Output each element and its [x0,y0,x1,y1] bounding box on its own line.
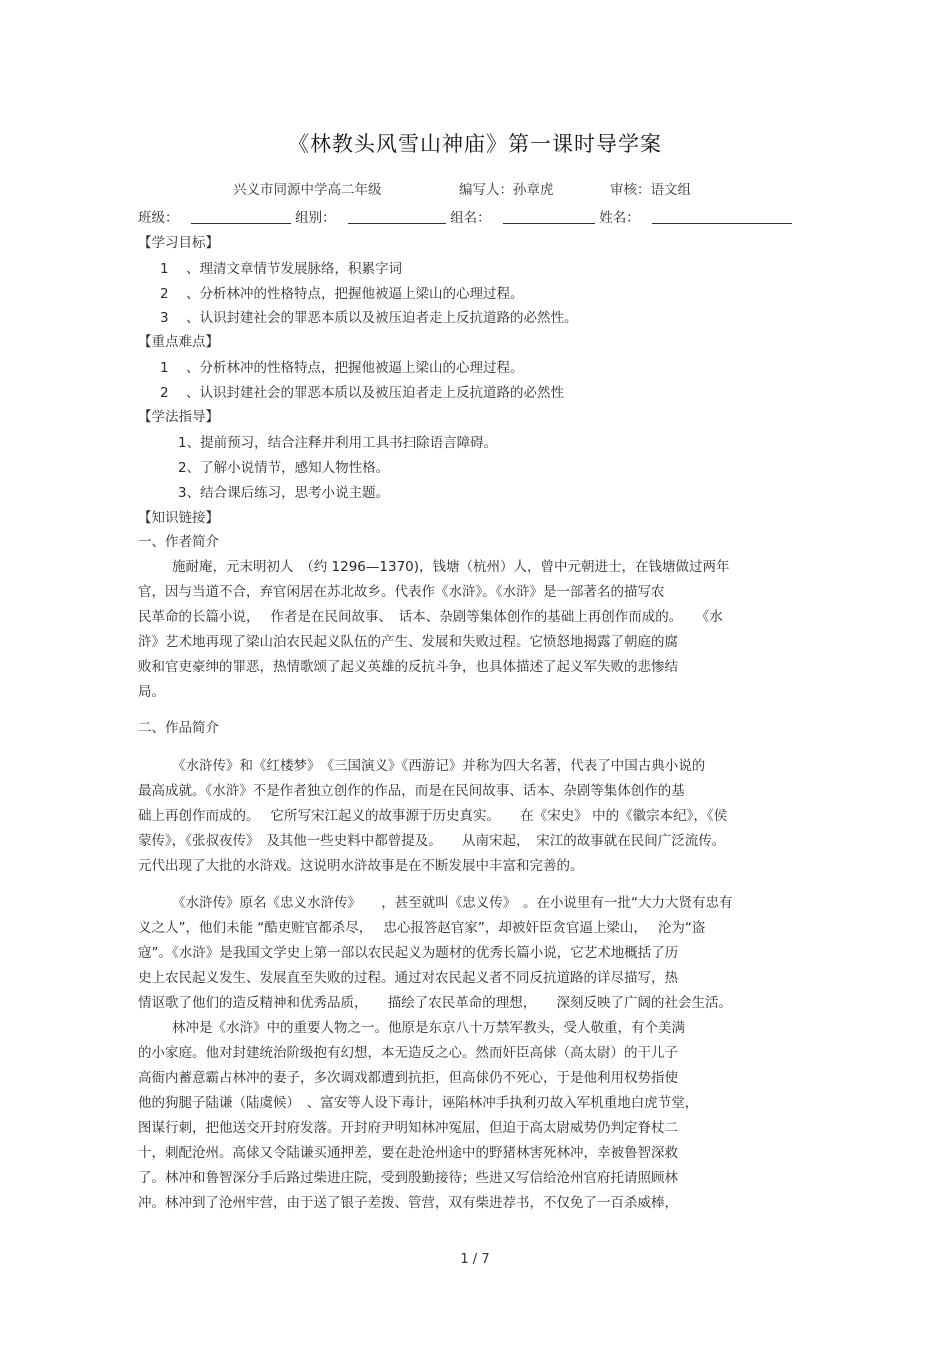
class-blank[interactable] [191,209,291,224]
goal-item: 1 、理清文章情节发展脉络，积累字词 [160,261,402,277]
method-item: 3、结合课后练习，思考小说主题。 [178,485,390,501]
paragraph-line: 败和官吏豪绅的罪恶，热情歌颂了起义英雄的反抗斗争，也具体描述了起义军失败的悲惨结 [138,659,678,675]
paragraph-line: 施耐庵，元末明初人 （约 1296—1370)，钱塘（杭州）人，曾中元朝进士，在钱塘做过两年 [172,559,730,575]
author-label: 编写人：孙章虎 [459,182,554,198]
author-intro-heading: 一、作者简介 [138,534,219,550]
team-blank[interactable] [503,209,595,224]
reviewer-label: 审核：语文组 [610,182,691,198]
paragraph-line: 情讴歌了他们的造反精神和优秀品质， 描绘了农民革命的理想， 深刻反映了广阔的社会生活。 [138,995,732,1011]
paragraph-line: 高衙内蓄意霸占林冲的妻子，多次调戏都遭到抗拒，但高俅仍不死心，于是他利用权势指使 [138,1070,678,1086]
goal-item: 2 、分析林冲的性格特点，把握他被逼上梁山的心理过程。 [160,286,524,302]
name-label: 姓名： [599,210,640,226]
group-blank[interactable] [348,209,446,224]
paragraph-line: 最高成就。《水浒》不是作者独立创作的作品，而是在民间故事、话本、杂剧等集体创作的基 [138,783,685,799]
paragraph-line: 的小家庭。他对封建统治阶级抱有幻想，本无造反之心。然而奸臣高俅（高太尉）的干儿子 [138,1045,678,1061]
paragraph-line: 蒙传》，《张叔夜传》 及其他一些史料中都曾提及。 从南宋起， 宋江的故事就在民间广泛流传。 [138,833,726,849]
school-label: 兴义市同源中学高二年级 [233,182,382,198]
key-points-heading: 【重点难点】 [138,334,219,350]
method-heading: 【学法指导】 [138,409,219,425]
name-blank[interactable] [652,209,792,224]
goals-heading: 【学习目标】 [138,235,219,251]
group-label: 组别： [295,210,336,226]
class-label: 班级： [138,210,179,226]
paragraph-line: 图谋行刺，把他送交开封府发落。开封府尹明知林冲冤屈，但迫于高太尉威势仍判定脊杖二 [138,1120,678,1136]
paragraph-line: 《水浒传》和《红楼梦》 《三国演义》《西游记》并称为四大名著，代表了中国古典小说的 [172,758,706,774]
paragraph-line: 史上农民起义发生、发展直至失败的过程。通过对农民起义者不同反抗道路的详尽描写，热 [138,970,678,986]
paragraph-line: 林冲是《水浒》中的重要人物之一。他原是东京八十万禁军教头，受人敬重，有个美满 [172,1020,685,1036]
paragraph-line: 了。林冲和鲁智深分手后路过柴进庄院，受到殷勤接待；些进又写信给沧州官府托请照顾林 [138,1170,678,1186]
paragraph-line: 元代出现了大批的水浒戏。这说明水浒故事是在不断发展中丰富和完善的。 [138,858,584,874]
paragraph-line: 《水浒传》原名《忠义水浒传》 ，甚至就叫《忠义传》 。在小说里有一批“大力大贤有忠有 [172,895,733,911]
method-item: 1、提前预习，结合注释并利用工具书扫除语言障碍。 [178,435,498,451]
paragraph-line: 民革命的长篇小说， 作者是在民间故事、 话本、杂剧等集体创作的基础上再创作而成的。 《水 [138,609,723,625]
document-title: 《林教头风雪山神庙》第一课时导学案 [288,132,662,156]
work-intro-heading: 二、作品简介 [138,720,219,736]
knowledge-heading: 【知识链接】 [138,510,219,526]
form-row [138,209,792,227]
paragraph-line: 础上再创作而成的。 它所写宋江起义的故事源于历史真实。 在《宋史》 中的《徽宗本纪》，《侯 [138,808,728,824]
page-number: 1 / 7 [460,1252,490,1267]
goal-item: 3 、认识封建社会的罪恶本质以及被压迫者走上反抗道路的必然性。 [160,310,578,326]
paragraph-line: 十，刺配沧州。高俅又令陆谦买通押差，要在赴沧州途中的野猪林害死林冲，幸被鲁智深救 [138,1145,678,1161]
key-point-item: 1 、分析林冲的性格特点，把握他被逼上梁山的心理过程。 [160,360,524,376]
key-point-item: 2 、认识封建社会的罪恶本质以及被压迫者走上反抗道路的必然性 [160,385,564,401]
paragraph-line: 局。 [138,684,165,700]
paragraph-line: 冲。林冲到了沧州牢营，由于送了银子差拨、管营，双有柴进荐书，不仅免了一百杀威棒， [138,1195,678,1211]
paragraph-line: 寇”。《水浒》是我国文学史上第一部以农民起义为题材的优秀长篇小说，它艺术地概括了历 [138,945,679,961]
paragraph-line: 义之人”，他们未能 “酷吏赃官都杀尽， 忠心报答赵官家”，却被奸臣贪官逼上梁山， 沦为“盗 [138,920,706,936]
method-item: 2、了解小说情节，感知人物性格。 [178,460,390,476]
team-label: 组名： [450,210,491,226]
paragraph-line: 他的狗腿子陆谦（陆虞候） 、富安等人设下毒计，诬陷林冲手执利刃故入军机重地白虎节堂， [138,1095,699,1111]
paragraph-line: 浒》艺术地再现了梁山泊农民起义队伍的产生、发展和失败过程。它愤怒地揭露了朝庭的腐 [138,634,678,650]
paragraph-line: 官，因与当道不合，弃官闲居在苏北故乡。代表作《水浒》。《水浒》是一部著名的描写农 [138,584,665,600]
